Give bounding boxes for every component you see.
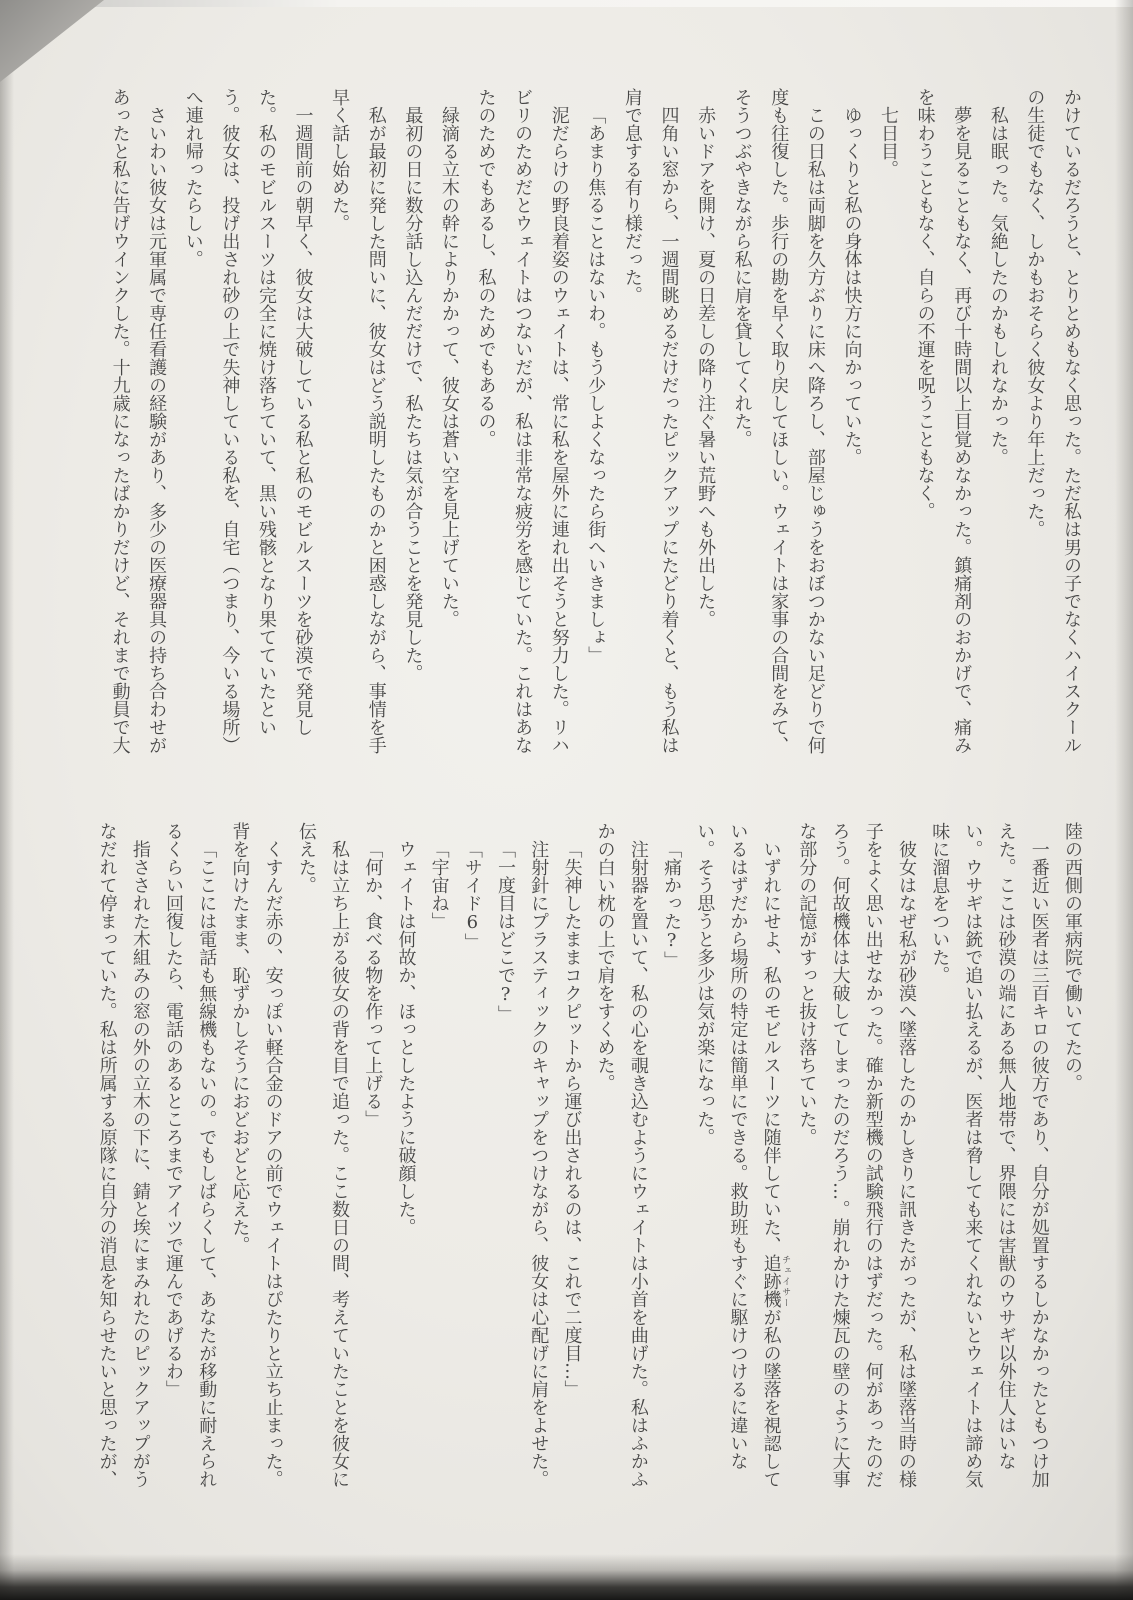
paragraph: 「あまり焦ることはないわ。もう少しよくなったら街へいきましょ」 (585, 106, 607, 664)
paragraph: 「何か、食べる物を作って上げる」 (362, 840, 384, 1128)
paragraph: 注射器を置いて、私の心を覗き込むようにウェイトは小首を曲げた。私はふかふかの白い枕の上で肩をすくめた。 (594, 822, 649, 1488)
bottom-scan-shadow (0, 1554, 1133, 1600)
paragraph: 私は立ち上がる彼女の背を目で追った。ここ数日の間、考えていたことを彼女に伝えた。 (295, 822, 351, 1488)
paragraph: 四角い窓から、一週間眺めるだけだったピックアップにたどり着くと、もう私は肩で息する有り様だった。 (621, 88, 680, 754)
paragraph: 「痛かった?」 (661, 840, 683, 969)
paragraph: 指さされた木組みの窓の外の立木の下に、錆と埃にまみれたのピックアップがうなだれて停まっていた。私は所属する原隊に自分の消息を知らせたいと思ったが、 (96, 822, 151, 1488)
paragraph: 最初の日に数分話し込んだだけで、私たちは気が合うことを発見した。 (402, 106, 424, 682)
paragraph: 陸の西側の軍病院で働いてたの。 (1062, 822, 1083, 1092)
upright-char: ? (661, 930, 683, 951)
paragraph: 七日目。 (878, 106, 900, 178)
paragraph: くすんだ赤の、安っぽい軽合金のドアの前でウェイトはぴたりと立ち止まった。背を向けたまま、恥ずかしそうにおどおどと応えた。 (229, 822, 284, 1488)
paragraph: 注射針にプラスティックのキャップをつけながら、彼女は心配げに肩をよせた。 (528, 840, 550, 1488)
paragraph: ウェイトは何故か、ほっとしたように破顔した。 (395, 840, 417, 1236)
paragraph: 「ここには電話も無線機もないの。でもしばらくして、あなたが移動に耐えられるくらい回復したら、電話のあるところまでアイツで運んであげるわ」 (163, 822, 218, 1488)
paragraph: 「サイド6」 (461, 840, 483, 951)
text-block-top (101, 88, 1089, 762)
paragraph: 私は眠った。気絶したのかもしれなかった。 (987, 106, 1009, 466)
upright-char: 6 (461, 912, 483, 933)
paragraph: 夢を見ることもなく、再び十時間以上目覚めなかった。鎮痛剤のおかげで、痛みを味わうこともなく、自らの不運を呪うこともなく。 (914, 88, 973, 754)
paragraph: かけているだろうと、とりとめもなく思った。ただ私は男の子でなくハイスクールの生徒でもなく、しかもおそらく彼女より年上だった。 (1024, 88, 1082, 754)
ruby-annotation: 追跡機チェイサー (760, 1254, 791, 1308)
paragraph: さいわい彼女は元軍属で専任看護の経験があり、多少の医療器具の持ち合わせがあったと私に告げウインクした。十九歳になったばかりだけど、それまで動員で大 (109, 88, 168, 754)
paragraph: 「宇宙ね」 (428, 840, 450, 930)
top-edge-highlight (0, 0, 1133, 7)
paragraph: ゆっくりと私の身体は快方に向かっていた。 (841, 106, 863, 466)
right-edge-shadow (1115, 0, 1133, 1600)
paragraph: 一番近い医者は三百キロの彼方であり、自分が処置するしかなかったともつけ加えた。ここは砂漠の端にある無人地帯で、界隈には害獣のウサギ以外住人はいない。ウサギは銃で追い払えるが、医者は脅しても来てくれないとウェイトは諦め気味に溜息をついた。 (929, 822, 1050, 1488)
upright-char: ? (495, 984, 517, 1005)
page-corner-shadow (0, 0, 104, 82)
paragraph: 赤いドアを開け、夏の日差しの降り注ぐ暑い荒野へも外出した。 (695, 106, 717, 628)
paragraph: 緑滴る立木の幹によりかかって、彼女は蒼い空を見上げていた。 (438, 106, 460, 628)
paragraph: この日私は両脚を久方ぶりに床へ降ろし、部屋じゅうをおぼつかない足どりで何度も往復した。歩行の勘を早く取り戻してほしい。ウェイトは家事の合間をみて、そうつぶやきながら私に肩を貸してくれた。 (731, 88, 826, 754)
paragraph: 私が最初に発した問いに、彼女はどう説明したものかと困惑しながら、事情を手早く話し始めた。 (329, 88, 387, 754)
paragraph: いずれにせよ、私のモビルスーツに随伴していた、追跡機チェイサーが私の墜落を視認しているはずだから場所の特定は簡単にできる。救助班もすぐに駆けつけるに違いない。そう思うと多少は気が楽になった。 (694, 822, 791, 1488)
paragraph: 一週間前の朝早く、彼女は大破している私と私のモビルスーツを砂漠で発見した。私のモビルスーツは完全に焼け落ちていて、黒い残骸となり果てていたという。彼女は、投げ出され砂の上で失神している私を、自宅（つまり、今いる場所）へ連れ帰ったらしい。 (182, 88, 314, 754)
paragraph: 「失神したままコクピットから運び出されるのは、これで二度目…」 (561, 840, 583, 1398)
left-edge-shadow (0, 0, 14, 1600)
paragraph: 彼女はなぜ私が砂漠へ墜落したのかしきりに訊きたがったが、私は墜落当時の様子をよく思い出せなかった。確か新型機の試験飛行のはずだった。何があったのだろう。何故機体は大破してしまったのだろう…。崩れかけた煉瓦の壁のように大事な部分の記憶がすっと抜け落ちていた。 (796, 822, 917, 1488)
text-block-bottom (90, 822, 1089, 1496)
paragraph: 泥だらけの野良着姿のウェイトは、常に私を屋外に連れ出そうと努力した。リハビリのためだとウェイトはつないだが、私は非常な疲労を感じていた。これはあなたのためでもあるし、私のためでもあるの。 (475, 88, 570, 754)
paragraph: 「一度目はどこで?」 (495, 840, 517, 1023)
